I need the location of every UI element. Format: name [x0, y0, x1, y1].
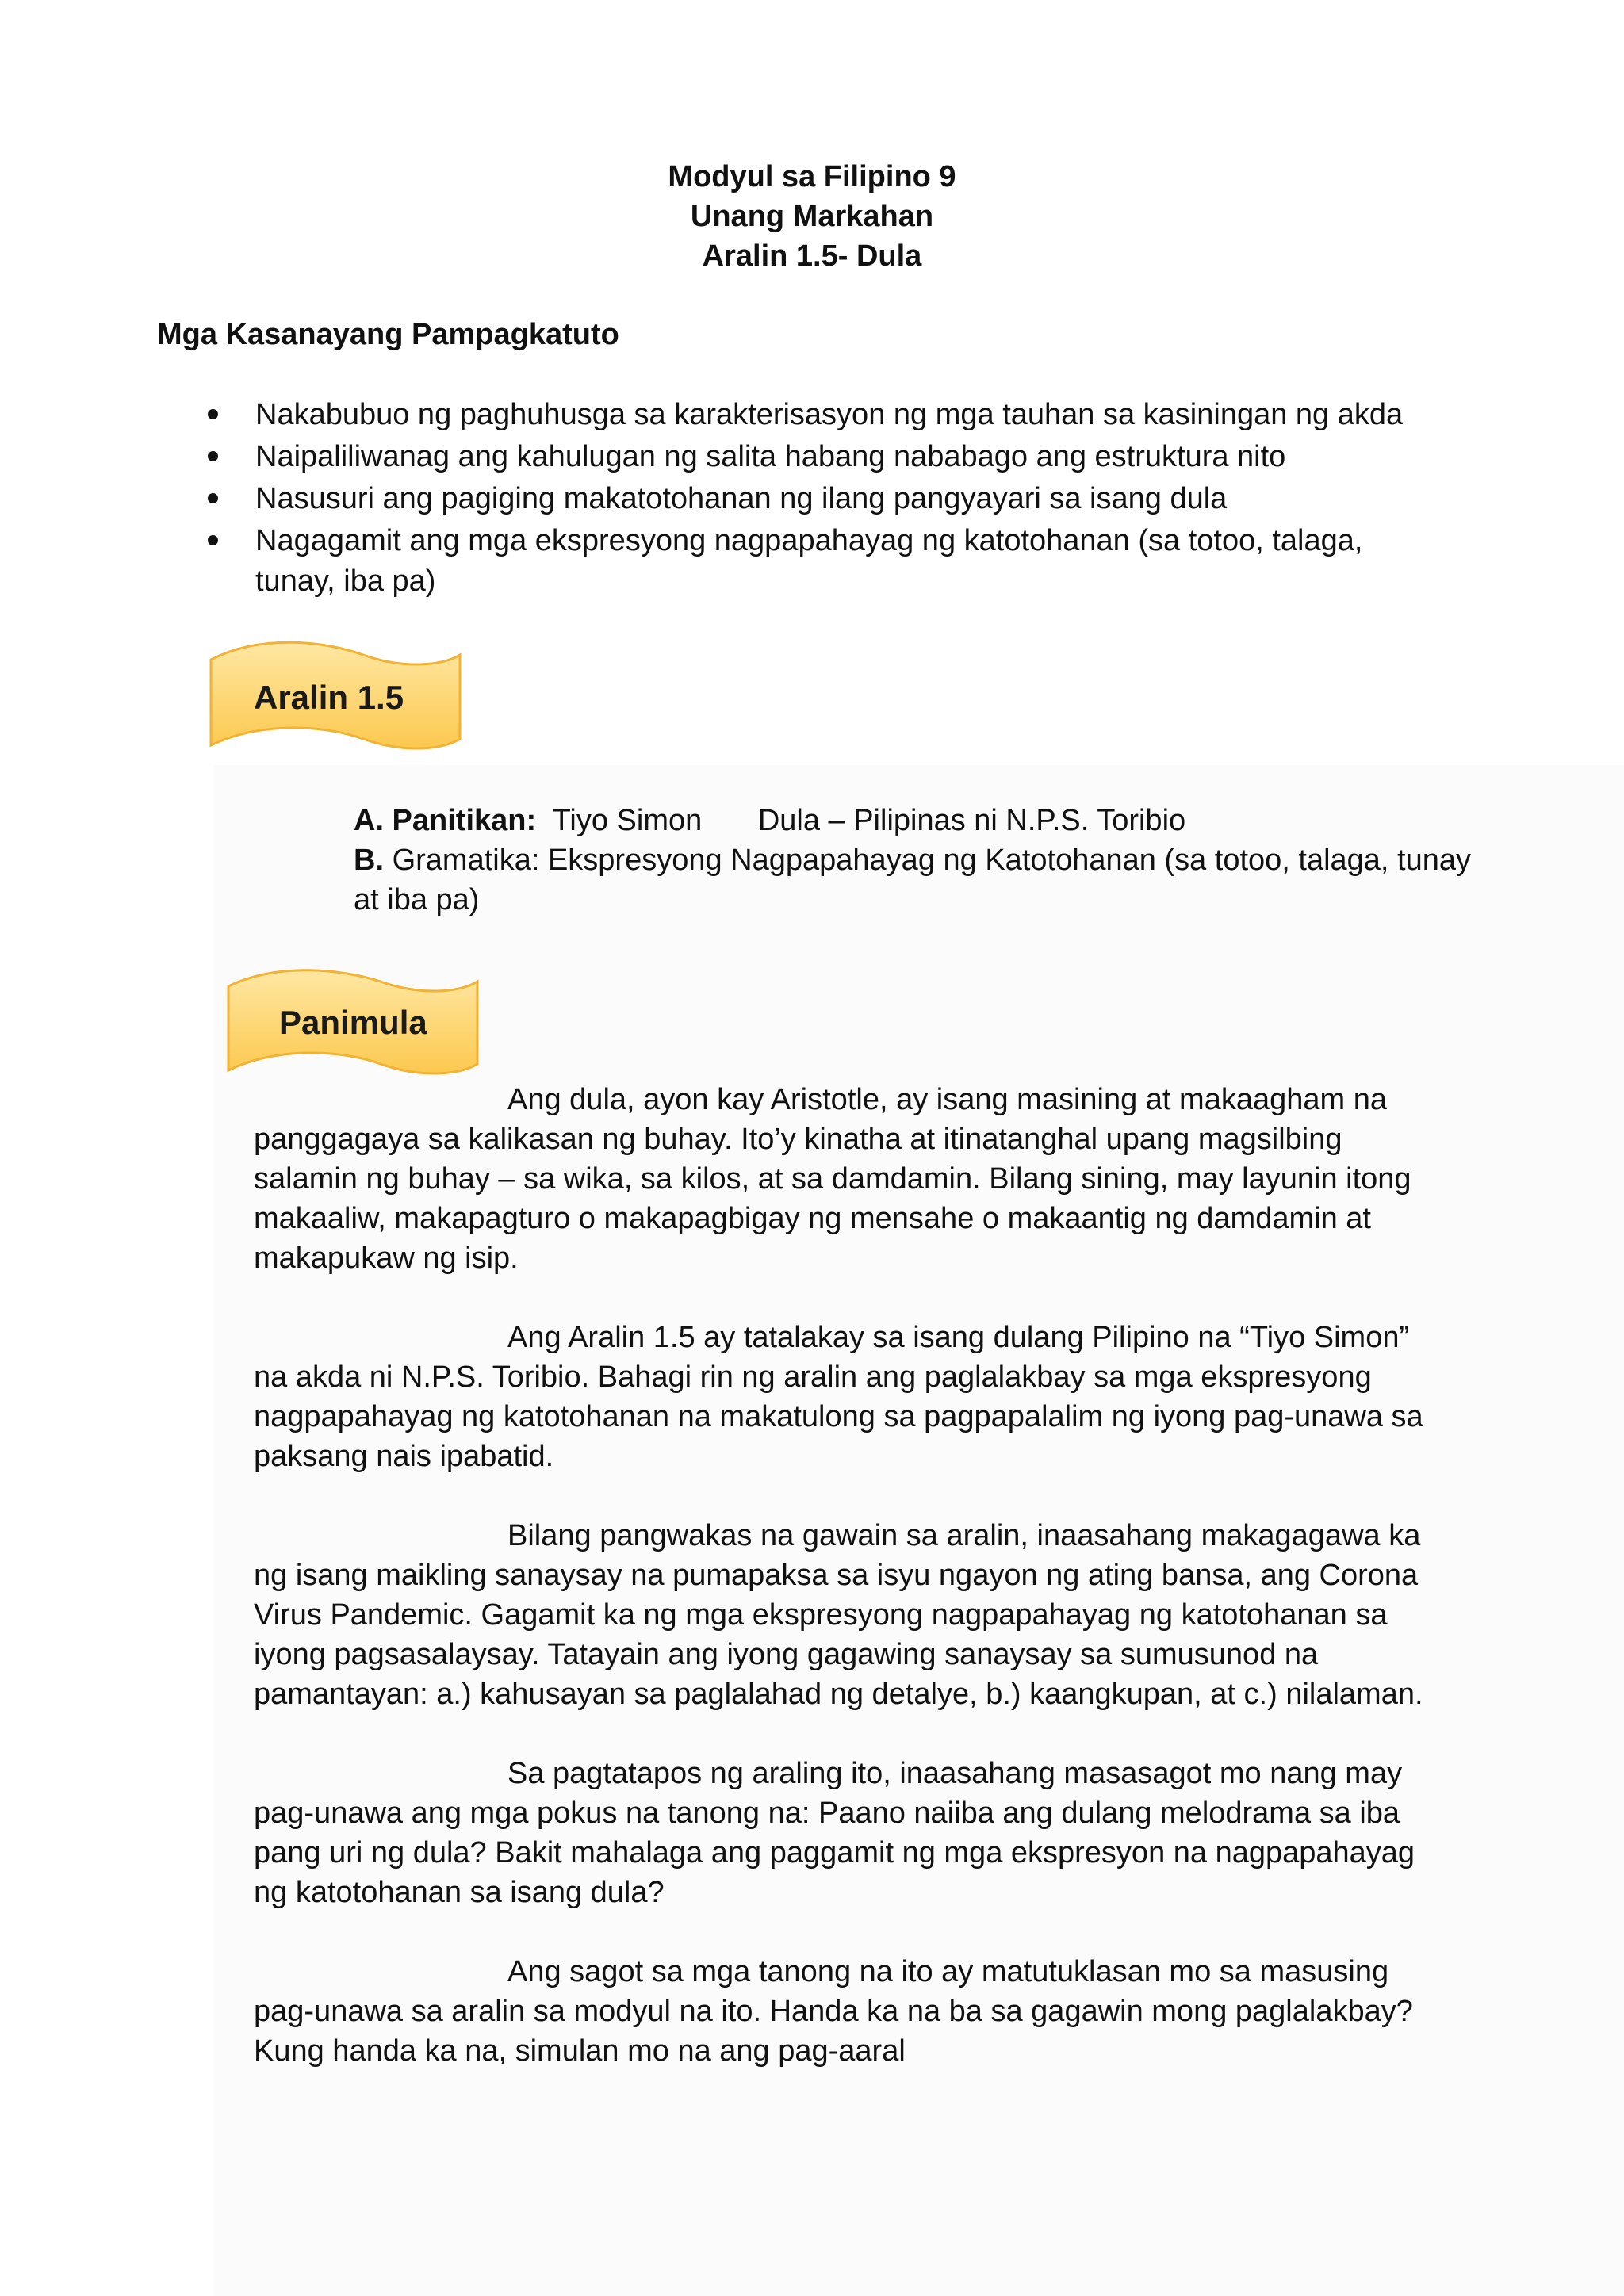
lesson-title: Aralin 1.5- Dula [702, 239, 922, 273]
competencies-heading: Mga Kasanayang Pampagkatuto [157, 318, 619, 351]
list-item: Nagagamit ang mga ekspresyong nagpapahayag ng katotohanan (sa totoo, talaga, tunay, iba pa) [208, 521, 1445, 602]
paragraph: Bilang pangwakas na gawain sa aralin, inaasahang makagagawa ka ng isang maikling sanaysay na pumapaksa sa isyu ngayon ng ating bansa, ang Corona Virus Pandemic. Gagamit ka ng mga ekspresyong nagpapahayag ng katotohanan sa iyong pagsasalaysay. Tatayain ang iyong gagawing sanaysay sa sumusunod na pamantayan: a.) kahusayan sa paglalahad ng detalye, b.) kaangkupan, at c.) nilalaman. [254, 1519, 1423, 1711]
literature-line [354, 801, 1480, 840]
lesson-details [354, 801, 1480, 920]
module-title: Modyul sa Filipino 9 [668, 160, 956, 193]
intro-body [254, 1080, 1443, 2110]
literature-source: Dula – Pilipinas ni N.P.S. Toribio [757, 804, 1186, 837]
literature-title: Tiyo Simon [552, 804, 703, 837]
bullet-icon [208, 451, 218, 461]
paragraph: Ang dula, ayon kay Aristotle, ay isang masining at makaagham na panggagaya sa kalikasan ng buhay. Ito’y kinatha at itinatanghal upang magsilbing salamin ng buhay – sa wika, sa kilos, at sa damdamin. Bilang sining, may layunin itong makaaliw, makapagturo o makapagbigay ng mensahe o makaantig ng damdamin at makapukaw ng isip. [254, 1083, 1411, 1275]
grammar-label: B. [354, 844, 384, 877]
list-item: Nasusuri ang pagiging makatotohanan ng ilang pangyayari sa isang dula [208, 479, 1445, 519]
list-item: Naipaliliwanag ang kahulugan ng salita habang nababago ang estruktura nito [208, 437, 1445, 477]
literature-label: A. Panitikan: [354, 804, 537, 837]
grammar-text: Gramatika: Ekspresyong Nagpapahayag ng Katotohanan (sa totoo, talaga, tunay at iba pa) [354, 844, 1472, 916]
paragraph: Ang sagot sa mga tanong na ito ay matutuklasan mo sa masusing pag-unawa sa aralin sa modyul na ito. Handa ka na ba sa gagawin mong paglalakbay? Kung handa ka na, simulan mo na ang pag-aaral [254, 1955, 1413, 2068]
lesson-banner-label: Aralin 1.5 [254, 679, 404, 716]
bullet-icon [208, 535, 218, 545]
intro-banner [222, 962, 484, 1086]
bullet-icon [208, 493, 218, 503]
bullet-icon [208, 409, 218, 419]
paragraph: Ang Aralin 1.5 ay tatalakay sa isang dulang Pilipino na “Tiyo Simon” na akda ni N.P.S. Toribio. Bahagi rin ng aralin ang paglalakbay sa mga ekspresyong nagpapahayag ng katotohanan na makatulong sa pagpapalalim ng iyong pag-unawa sa paksang nais ipabatid. [254, 1321, 1423, 1473]
list-item: Nakabubuo ng paghuhusga sa karakterisasyon ng mga tauhan sa kasiningan ng akda [208, 395, 1445, 435]
document-header [0, 157, 1624, 276]
grammar-line [354, 840, 1480, 920]
intro-banner-label: Panimula [279, 1004, 427, 1041]
lesson-banner [205, 634, 466, 761]
competencies-list [208, 395, 1445, 603]
paragraph: Sa pagtatapos ng araling ito, inaasahang masasagot mo nang may pag-unawa ang mga pokus na tanong na: Paano naiiba ang dulang melodrama sa iba pang uri ng dula? Bakit mahalaga ang paggamit ng mga ekspresyon na nagpapahayag ng katotohanan sa isang dula? [254, 1757, 1415, 1909]
quarter-title: Unang Markahan [690, 200, 934, 233]
